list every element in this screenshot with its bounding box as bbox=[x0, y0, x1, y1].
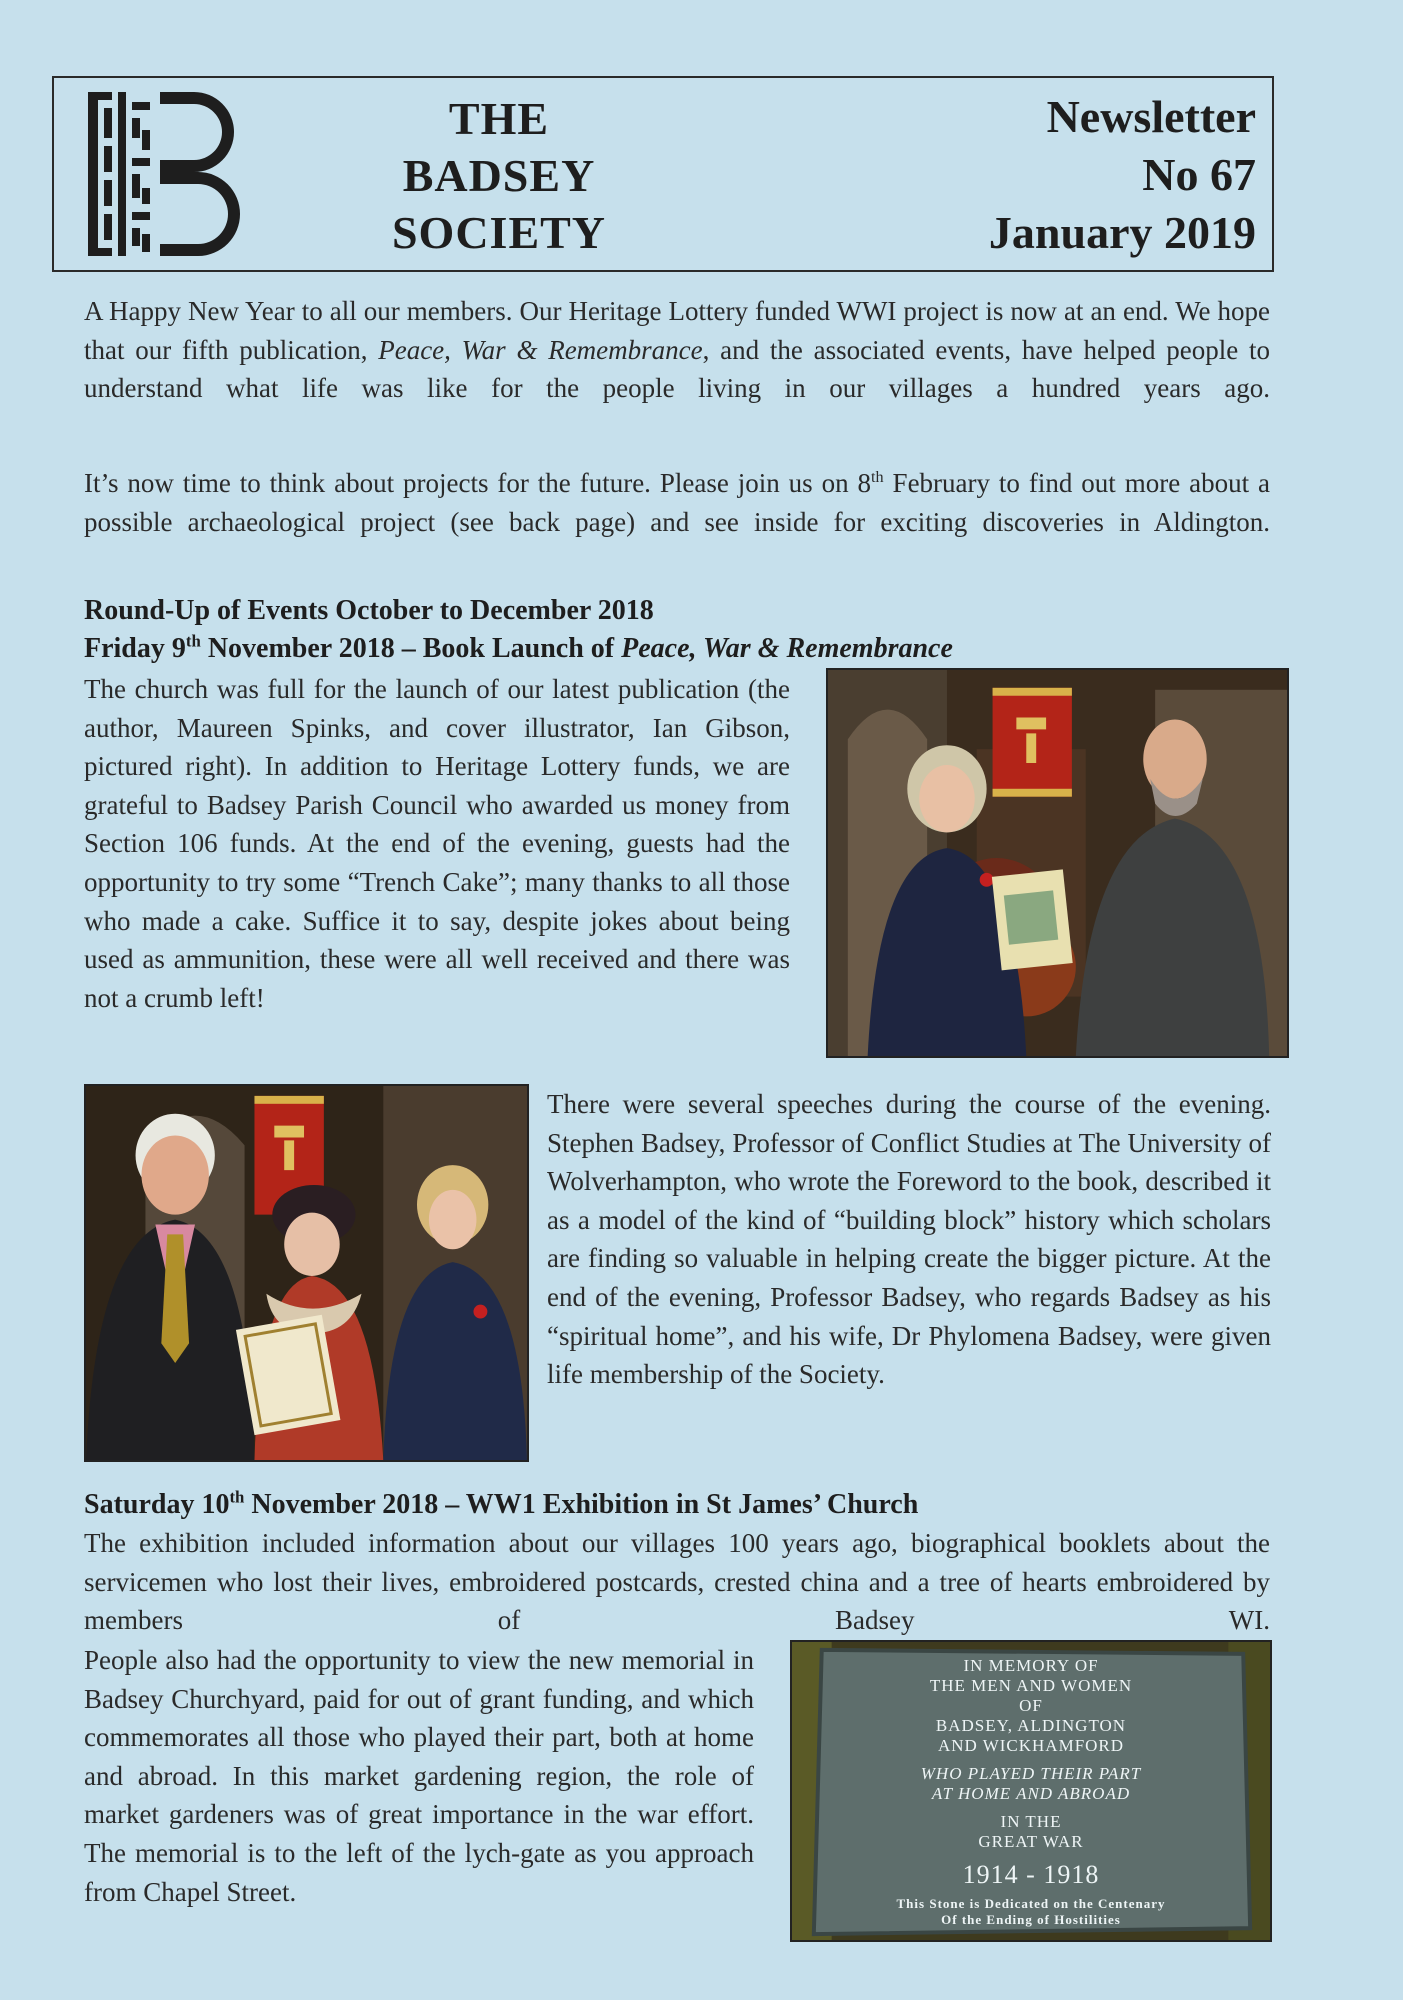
intro-p1-text-b: , and the associated events, have helped people to understand what life was like for the people living in our villages a hundred years ago. bbox=[84, 334, 1270, 403]
stone-dedication-1: This Stone is Dedicated on the Centenary bbox=[896, 1896, 1166, 1911]
event2-heading-b: November 2018 – WW1 Exhibition in St James’ Church bbox=[244, 1489, 919, 1520]
intro-paragraph-2 bbox=[84, 464, 1270, 580]
event1-heading bbox=[84, 630, 1284, 668]
roundup-heading: Round-Up of Events October to December 2018 bbox=[84, 595, 654, 626]
stone-line-4: BADSEY, ALDINGTON bbox=[935, 1716, 1127, 1735]
event2-heading bbox=[84, 1486, 1284, 1524]
issue-info bbox=[836, 88, 1256, 262]
event1-heading-title: Peace, War & Remembrance bbox=[621, 633, 953, 664]
event2-heading-a: Saturday 10 bbox=[84, 1489, 230, 1520]
society-title bbox=[339, 90, 659, 261]
title-line-3: SOCIETY bbox=[391, 207, 607, 258]
stone-inscription bbox=[792, 1656, 1270, 1928]
event1-heading-sup: th bbox=[185, 631, 201, 651]
event1-speeches-text: There were several speeches during the course of the evening. Stephen Badsey, Professor of Conflict Studies at The University of Wolverhampton, who wrote the Foreword to the book, described it as a model of the kind of “building block” history which scholars are finding so valuable in helping create the bigger picture. At the end of the evening, Professor Badsey, who regards Badsey as his “spiritual home”, and his wife, Dr Phylomena Badsey, were given life membership of the Society. bbox=[547, 1089, 1271, 1390]
event1-heading-a: Friday 9 bbox=[84, 633, 186, 664]
event2-text: The exhibition included information about our villages 100 years ago, biographical booklets about the servicemen who lost their lives, embroidered postcards, crested china and a tree of hearts embroidered by members of Badsey WI. bbox=[84, 1528, 1270, 1635]
newsletter-label: Newsletter bbox=[1046, 91, 1256, 142]
issue-date: January 2019 bbox=[988, 207, 1256, 258]
title-line-1: THE bbox=[448, 93, 550, 144]
event1-text: The church was full for the launch of our latest publication (the author, Maureen Spinks, and cover illustrator, Ian Gibson, pictured right). In addition to Heritage Lottery funds, we are grateful to Badsey Parish Council who awarded us money from Section 106 funds. At the end of the evening, guests had the opportunity to try some “Trench Cake”; many thanks to all those who made a cake. Suffice it to say, despite jokes about being used as ammunition, these were all well received and there was not a crumb left! bbox=[84, 674, 790, 1013]
event2-heading-sup: th bbox=[229, 1487, 245, 1507]
title-line-2: BADSEY bbox=[402, 150, 596, 201]
badsey-society-logo bbox=[74, 88, 246, 260]
intro-p2-text-a: It’s now time to think about projects for the future. Please join us on 8 bbox=[84, 468, 872, 498]
stone-line-2: THE MEN AND WOMEN bbox=[929, 1676, 1133, 1695]
life-membership-photo bbox=[84, 1084, 529, 1462]
stone-line-9: GREAT WAR bbox=[978, 1832, 1084, 1851]
memorial-text: People also had the opportunity to view the new memorial in Badsey Churchyard, paid for out of grant funding, and which commemorates all those who played their part, both at home and abroad. In this market gardening region, the role of market gardeners was of great importance in the war effort. The memorial is to the left of the lych-gate as you approach from Chapel Street. bbox=[84, 1645, 754, 1907]
intro-p2-sup: th bbox=[871, 468, 884, 486]
intro-paragraph-1 bbox=[84, 292, 1270, 446]
book-launch-photo bbox=[826, 668, 1289, 1058]
stone-line-5: AND WICKHAMFORD bbox=[937, 1736, 1125, 1755]
event1-heading-b: November 2018 – Book Launch of bbox=[200, 633, 622, 664]
issue-number: No 67 bbox=[1142, 149, 1256, 200]
stone-line-8: IN THE bbox=[1000, 1812, 1062, 1831]
intro-p2-text-b: February to find out more about a possible archaeological project (see back page) and see inside for exciting discoveries in Aldington. bbox=[84, 468, 1270, 537]
masthead bbox=[52, 76, 1274, 272]
publication-title: Peace, War & Remembrance bbox=[378, 334, 703, 365]
stone-line-7: AT HOME AND ABROAD bbox=[931, 1784, 1131, 1803]
stone-line-6: WHO PLAYED THEIR PART bbox=[920, 1764, 1142, 1783]
stone-line-1: IN MEMORY OF bbox=[963, 1656, 1099, 1675]
memorial-stone-photo bbox=[790, 1640, 1272, 1942]
stone-dedication-2: Of the Ending of Hostilities bbox=[941, 1912, 1121, 1927]
intro-p1-text-a: A Happy New Year to all our members. Our Heritage Lottery funded WWI project is now at an end. We hope that our fifth publication, bbox=[84, 296, 1270, 365]
stone-line-3: OF bbox=[1019, 1696, 1043, 1715]
stone-years: 1914 - 1918 bbox=[962, 1860, 1100, 1889]
